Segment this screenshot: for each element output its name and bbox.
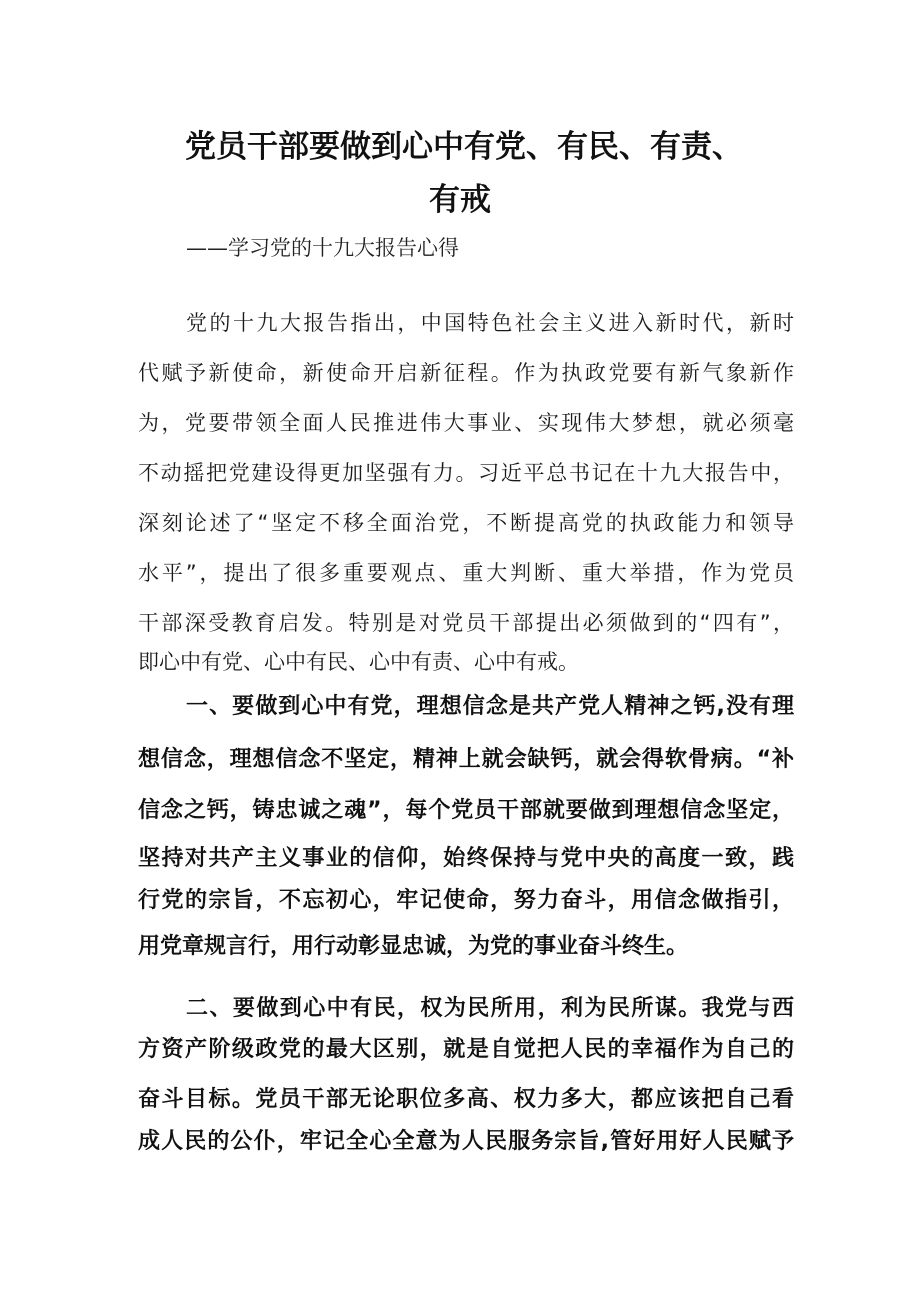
text-line: 不动摇把党建设得更加坚强有力。习近平总书记在十九大报告中， (138, 461, 794, 485)
text-line: 党的十九大报告指出，中国特色社会主义进入新时代，新时 (186, 311, 794, 335)
text-line: 二、要做到心中有民，权为民所用，利为民所谋。我党与西 (186, 996, 794, 1021)
text-line: 方资产阶级政党的最大区别，就是自觉把人民的幸福作为自己的 (138, 1037, 794, 1062)
document-title-line-1: 党员干部要做到心中有党、有民、有责、 (185, 129, 743, 165)
text-line: 即心中有党、心中有民、心中有责、心中有戒。 (138, 650, 579, 674)
text-line: 深刻论述了“坚定不移全面治党，不断提高党的执政能力和领导 (138, 511, 794, 535)
document-subtitle: ——学习党的十九大报告心得 (186, 236, 459, 260)
text-line: 干部深受教育启发。特别是对党员干部提出必须做到的“四有”， (138, 611, 794, 635)
text-line: 奋斗目标。党员干部无论职位多高、权力多大，都应该把自己看 (138, 1087, 794, 1112)
text-line: 水平”，提出了很多重要观点、重大判断、重大举措，作为党员 (138, 561, 794, 585)
text-line: 为，党要带领全面人民推进伟大事业、实现伟大梦想，就必须毫 (138, 411, 794, 435)
text-line: 信念之钙，铸忠诚之魂”，每个党员干部就要做到理想信念坚定， (138, 798, 794, 823)
text-line: 代赋予新使命，新使命开启新征程。作为执政党要有新气象新作 (138, 361, 794, 385)
text-line: 想信念，理想信念不坚定，精神上就会缺钙，就会得软骨病。“补 (138, 747, 794, 772)
text-line: 一、要做到心中有党，理想信念是共产党人精神之钙,没有理 (186, 694, 794, 719)
text-line: 成人民的公仆，牢记全心全意为人民服务宗旨,管好用好人民赋予 (138, 1129, 794, 1154)
document-title-line-2: 有戒 (429, 182, 491, 218)
text-line: 用党章规言行，用行动彰显忠诚，为党的事业奋斗终生。 (138, 934, 689, 959)
text-line: 行党的宗旨，不忘初心，牢记使命，努力奋斗，用信念做指引， (138, 888, 794, 913)
text-line: 坚持对共产主义事业的信仰，始终保持与党中央的高度一致，践 (138, 846, 794, 871)
